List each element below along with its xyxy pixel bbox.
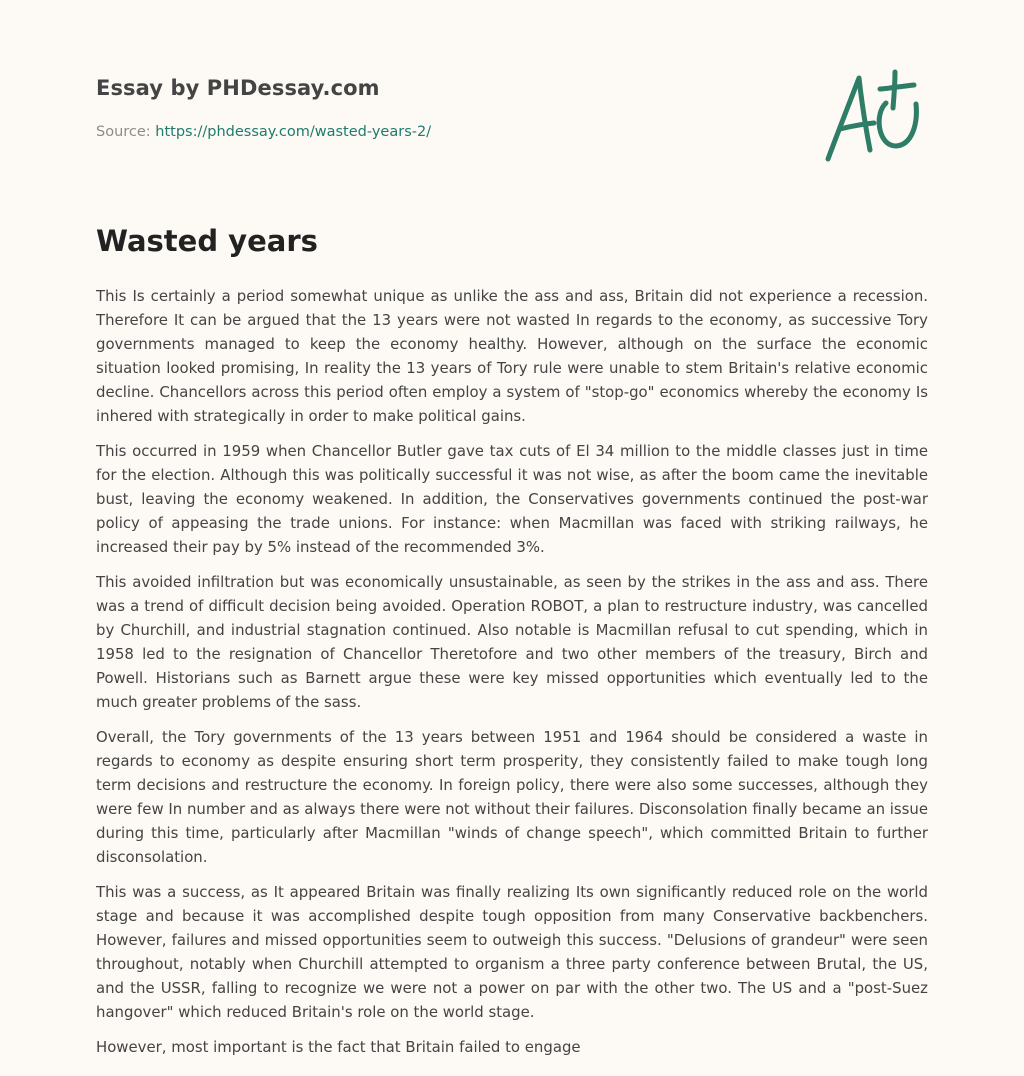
source-line (96, 124, 431, 140)
a-plus-grade-icon (822, 66, 926, 166)
essay-paragraph: This occurred in 1959 when Chancellor Butler gave tax cuts of El 34 million to the middle classes just in time for the election. Although this was politically successful it was not wise, as after the boom came the inevitable bust, leaving the economy weakened. In addition, the Conservatives governments continued the post-war policy of appeasing the trade unions. For instance: when Macmillan was faced with striking railways, he increased their pay by 5% instead of the recommended 3%. (96, 442, 928, 556)
source-label: Source: (96, 124, 151, 140)
essay-paragraph: However, most important is the fact that Britain failed to engage (96, 1038, 581, 1056)
essay-body (96, 284, 928, 1070)
essay-paragraph: This Is certainly a period somewhat unique as unlike the ass and ass, Britain did not experience a recession. Therefore It can be argued that the 13 years were not wasted In regards to the economy, as successive Tory governments managed to keep the economy healthy. However, although on the surface the economic situation looked promising, In reality the 13 years of Tory rule were unable to stem Britain's relative economic decline. Chancellors across this period often employ a system of "stop-go" economics whereby the economy Is inhered with strategically in order to make political gains. (96, 287, 928, 425)
essay-paragraph: This was a success, as It appeared Britain was finally realizing Its own significantly reduced role on the world stage and because it was accomplished despite tough opposition from many Conservative backbenchers. However, failures and missed opportunities seem to outweigh this success. "Delusions of grandeur" were seen throughout, notably when Churchill attempted to organism a three party conference between Brutal, the US, and the USSR, falling to recognize we were not a power on par with the other two. The US and a "post-Suez hangover" which reduced Britain's role on the world stage. (96, 883, 928, 1021)
essay-title: Wasted years (96, 224, 318, 258)
site-brand: Essay by PHDessay.com (96, 76, 380, 100)
source-link[interactable]: https://phdessay.com/wasted-years-2/ (155, 124, 432, 140)
essay-paragraph: This avoided infiltration but was economically unsustainable, as seen by the strikes in the ass and ass. There was a trend of difficult decision being avoided. Operation ROBOT, a plan to restructure industry, was cancelled by Churchill, and industrial stagnation continued. Also notable is Macmillan refusal to cut spending, which in 1958 led to the resignation of Chancellor Theretofore and two other members of the treasury, Birch and Powell. Historians such as Barnett argue these were key missed opportunities which eventually led to the much greater problems of the sass. (96, 573, 928, 711)
essay-paragraph: Overall, the Tory governments of the 13 years between 1951 and 1964 should be considered a waste in regards to economy as despite ensuring short term prosperity, they consistently failed to make tough long term decisions and restructure the economy. In foreign policy, there were also some successes, although they were few In number and as always there were not without their failures. Disconsolation finally became an issue during this time, particularly after Macmillan "winds of change speech", which committed Britain to further disconsolation. (96, 728, 928, 866)
